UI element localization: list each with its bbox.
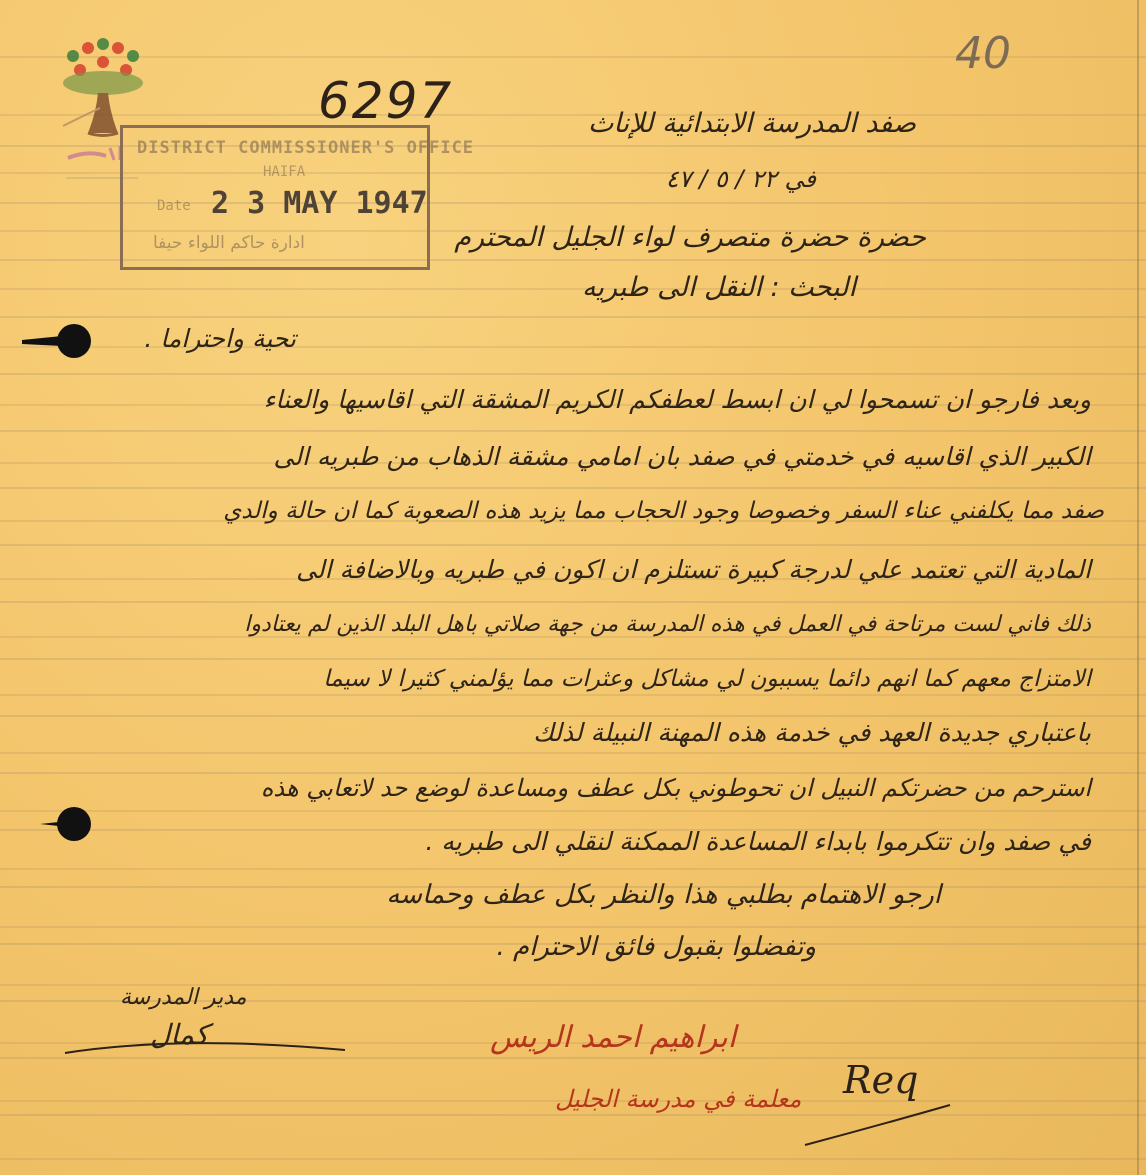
body-line: ذلك فاني لست مرتاحة في العمل في هذه المدرسة من جهة صلاتي باهل البلد الذين لم يعتادوا <box>244 612 1091 637</box>
letter-date: في ٢٢ / ٥ / ٤٧ <box>665 165 816 193</box>
left-signature-label: مدير المدرسة <box>120 985 247 1010</box>
letter-header-place: صفد المدرسة الابتدائية للإناث <box>587 108 916 139</box>
stamp-date: 2 3 MAY 1947 <box>211 186 428 221</box>
right-signature-name: ابراهيم احمد الريس <box>490 1020 737 1055</box>
body-line: وبعد فارجو ان تسمحوا لي ان ابسط لعطفكم الكريم المشقة التي اقاسيها والعناء <box>263 385 1091 414</box>
left-signature-name: كمال <box>150 1018 209 1051</box>
initials-signature: Req <box>843 1058 919 1102</box>
left-signature-stroke <box>60 1025 350 1065</box>
body-line: في صفد وان تتكرموا بابداء المساعدة الممكنة لنقلي الى طبريه . <box>425 827 1091 856</box>
stamp-date-label: Date <box>157 198 191 214</box>
body-line: باعتباري جديدة العهد في خدمة هذه المهنة النبيلة لذلك <box>533 718 1091 747</box>
punch-hole-icon <box>22 322 94 360</box>
letter-addressee: حضرة حضرة متصرف لواء الجليل المحترم <box>454 222 926 253</box>
punch-hole-icon <box>40 805 92 843</box>
right-signature-title: معلمة في مدرسة الجليل <box>555 1085 802 1113</box>
stamp-city: HAIFA <box>263 164 306 180</box>
body-line: المادية التي تعتمد علي لدرجة كبيرة تستلزم ان اكون في طبريه وبالاضافة الى <box>296 555 1091 584</box>
body-line: الامتزاج معهم كما انهم دائما يسببون لي مشاكل وعثرات مما يؤلمني كثيرا لا سيما <box>323 666 1091 692</box>
initials-underline <box>800 1100 960 1150</box>
body-line: صفد مما يكلفني عناء السفر وخصوصا وجود الحجاب مما يزيد هذه الصعوبة كما ان حالة والدي <box>223 498 1104 524</box>
closing-line: وتفضلوا بقبول فائق الاحترام . <box>496 932 816 962</box>
body-line: الكبير الذي اقاسيه في خدمتي في صفد بان امامي مشقة الذهاب من طبريه الى <box>273 442 1091 471</box>
received-stamp <box>120 125 475 270</box>
page-number: 40 <box>955 28 1011 79</box>
stamp-arabic-label: ادارة حاكم اللواء حيفا <box>153 233 305 253</box>
letter-subject: البحث : النقل الى طبريه <box>582 272 856 303</box>
letter-greeting: تحية واحتراما . <box>144 324 296 353</box>
body-line: ارجو الاهتمام بطلبي هذا والنظر بكل عطف وحماسه <box>386 880 941 910</box>
body-line: استرحم من حضرتكم النبيل ان تحوطوني بكل عطف ومساعدة لوضع حد لاتعابي هذه <box>260 774 1091 802</box>
reference-number: 6297 <box>318 72 454 130</box>
stamp-office: DISTRICT COMMISSIONER'S OFFICE <box>137 138 475 158</box>
